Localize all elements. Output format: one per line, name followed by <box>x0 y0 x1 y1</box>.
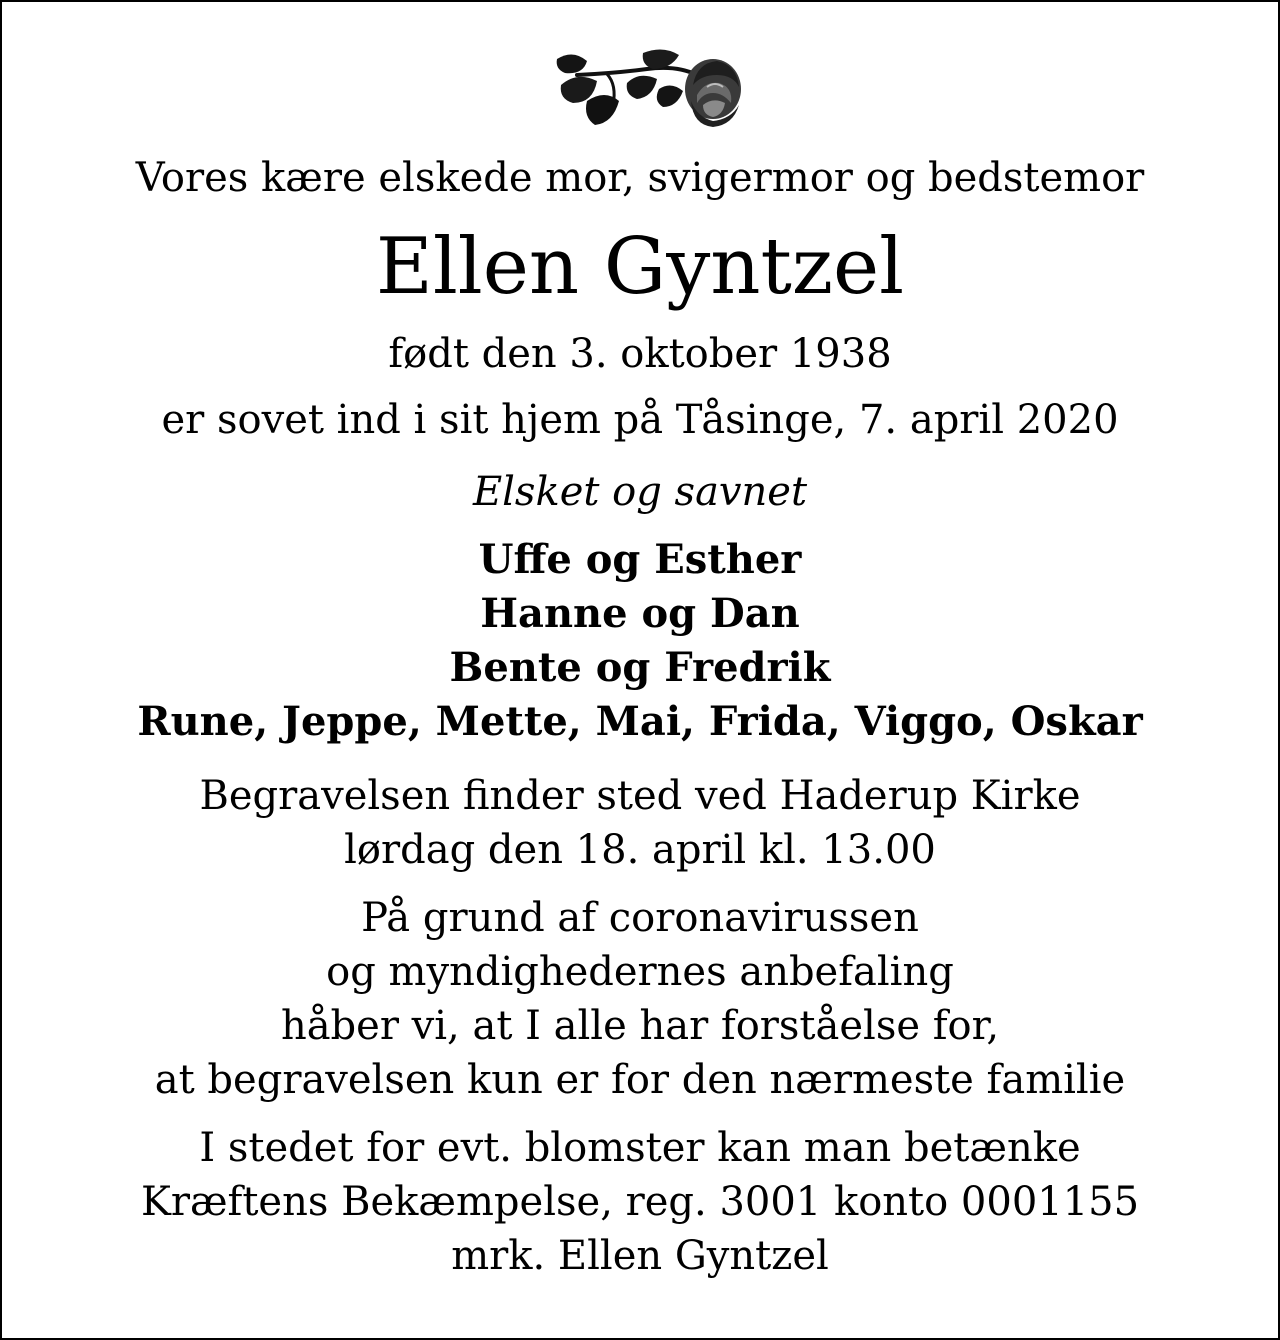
donation-line: mrk. Ellen Gyntzel <box>451 1233 829 1279</box>
corona-notice-line: og myndighedernes anbefaling <box>326 949 954 995</box>
birth-date-line: født den 3. oktober 1938 <box>388 331 892 377</box>
corona-notice-line: På grund af coronavirussen <box>361 895 919 941</box>
rose-icon <box>547 45 743 131</box>
donation-line: I stedet for evt. blomster kan man betænke <box>199 1125 1081 1171</box>
funeral-line: Begravelsen finder sted ved Haderup Kirke <box>199 773 1081 819</box>
death-date-line: er sovet ind i sit hjem på Tåsinge, 7. april 2020 <box>161 397 1119 443</box>
intro-line: Vores kære elskede mor, svigermor og bedstemor <box>135 155 1145 201</box>
family-line: Bente og Fredrik <box>449 644 831 691</box>
deceased-name: Ellen Gyntzel <box>375 222 905 312</box>
family-line: Rune, Jeppe, Mette, Mai, Frida, Viggo, Oskar <box>137 698 1143 745</box>
family-line: Uffe og Esther <box>478 536 802 583</box>
donation-line: Kræftens Bekæmpelse, reg. 3001 konto 0001155 <box>140 1179 1140 1225</box>
family-line: Hanne og Dan <box>480 590 800 637</box>
corona-notice-line: håber vi, at I alle har forståelse for, <box>280 1003 1000 1049</box>
funeral-line: lørdag den 18. april kl. 13.00 <box>344 827 936 873</box>
loved-and-missed-line: Elsket og savnet <box>472 469 808 515</box>
corona-notice-line: at begravelsen kun er for den nærmeste familie <box>154 1057 1126 1103</box>
